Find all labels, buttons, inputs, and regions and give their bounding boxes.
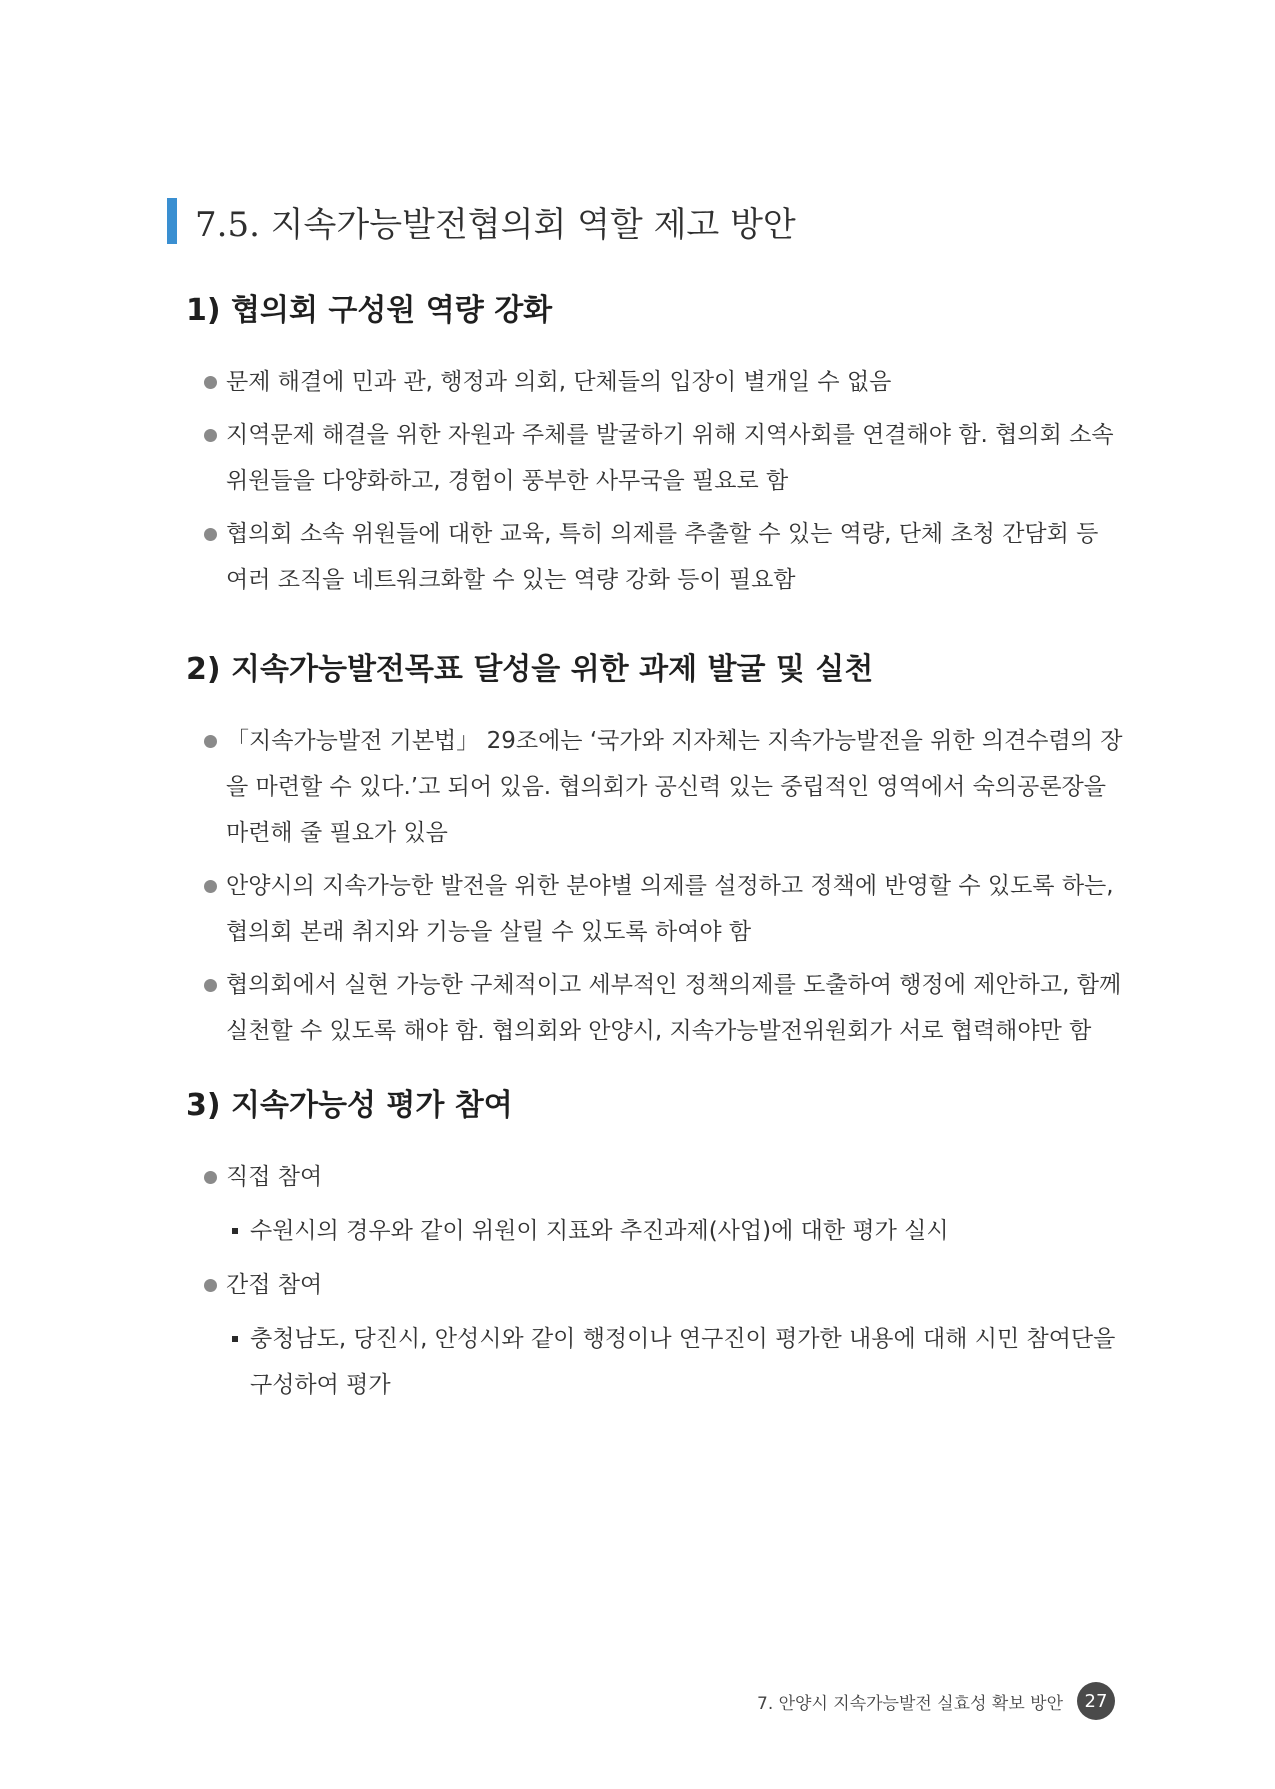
bullet-text: 문제 해결에 민과 관, 행정과 의회, 단체들의 입장이 별개일 수 없음 bbox=[226, 369, 892, 395]
bullet-item bbox=[186, 511, 1126, 603]
subsection-1 bbox=[186, 285, 1126, 603]
subsection-3 bbox=[186, 1080, 1126, 1408]
square-bullet-icon bbox=[232, 1336, 238, 1342]
bullet-text: 협의회에서 실현 가능한 구체적이고 세부적인 정책의제를 도출하여 행정에 제안하고, 함께 실천할 수 있도록 해야 함. 협의회와 안양시, 지속가능발전위원회가 서로 협력해야만 함 bbox=[226, 972, 1122, 1044]
page-footer bbox=[757, 1682, 1115, 1720]
subsection-heading: 2) 지속가능발전목표 달성을 위한 과제 발굴 및 실천 bbox=[186, 652, 874, 687]
bullet-list bbox=[186, 718, 1126, 1054]
bullet-list bbox=[186, 359, 1126, 603]
square-bullet-icon bbox=[232, 1228, 238, 1234]
bullet-dot-icon bbox=[204, 1279, 217, 1292]
bullet-text: 협의회 소속 위원들에 대한 교육, 특히 의제를 추출할 수 있는 역량, 단체 초청 간담회 등 여러 조직을 네트워크화할 수 있는 역량 강화 등이 필요함 bbox=[226, 521, 1099, 593]
bullet-list bbox=[186, 1154, 1126, 1408]
bullet-text: 지역문제 해결을 위한 자원과 주체를 발굴하기 위해 지역사회를 연결해야 함. 협의회 소속 위원들을 다양화하고, 경험이 풍부한 사무국을 필요로 함 bbox=[226, 422, 1114, 494]
sub-bullet-text: 충청남도, 당진시, 안성시와 같이 행정이나 연구진이 평가한 내용에 대해 시민 참여단을 구성하여 평가 bbox=[250, 1326, 1116, 1398]
footer-chapter-text: 7. 안양시 지속가능발전 실효성 확보 방안 bbox=[757, 1693, 1063, 1714]
bullet-text: 직접 참여 bbox=[226, 1164, 323, 1190]
sub-bullet-text: 수원시의 경우와 같이 위원이 지표와 추진과제(사업)에 대한 평가 실시 bbox=[250, 1218, 949, 1244]
bullet-item bbox=[186, 962, 1126, 1054]
bullet-dot-icon bbox=[204, 1171, 217, 1184]
bullet-dot-icon bbox=[204, 429, 217, 442]
section-title-bar bbox=[167, 198, 177, 244]
page-number-badge: 27 bbox=[1077, 1682, 1115, 1720]
bullet-item-indirect bbox=[186, 1262, 1126, 1308]
bullet-dot-icon bbox=[204, 528, 217, 541]
bullet-item-direct bbox=[186, 1154, 1126, 1200]
bullet-item bbox=[186, 718, 1126, 856]
bullet-dot-icon bbox=[204, 735, 217, 748]
bullet-item bbox=[186, 359, 1126, 405]
sub-bullet-item bbox=[186, 1316, 1126, 1408]
section-title-text: 7.5. 지속가능발전협의회 역할 제고 방안 bbox=[195, 204, 796, 245]
bullet-text: 「지속가능발전 기본법」 29조에는 ‘국가와 지자체는 지속가능발전을 위한 의견수렴의 장을 마련할 수 있다.’고 되어 있음. 협의회가 공신력 있는 중립적인 영역에서 숙의공론장을 마련해 줄 필요가 있음 bbox=[226, 728, 1123, 846]
bullet-item bbox=[186, 863, 1126, 955]
subsection-heading: 3) 지속가능성 평가 참여 bbox=[186, 1088, 513, 1123]
section-title bbox=[167, 198, 796, 244]
subsection-2 bbox=[186, 644, 1126, 1054]
subsection-heading: 1) 협의회 구성원 역량 강화 bbox=[186, 293, 553, 328]
bullet-dot-icon bbox=[204, 880, 217, 893]
bullet-dot-icon bbox=[204, 979, 217, 992]
bullet-text: 간접 참여 bbox=[226, 1272, 323, 1298]
bullet-text: 안양시의 지속가능한 발전을 위한 분야별 의제를 설정하고 정책에 반영할 수 있도록 하는, 협의회 본래 취지와 기능을 살릴 수 있도록 하여야 함 bbox=[226, 873, 1114, 945]
sub-bullet-item bbox=[186, 1208, 1126, 1254]
bullet-item bbox=[186, 412, 1126, 504]
bullet-dot-icon bbox=[204, 376, 217, 389]
